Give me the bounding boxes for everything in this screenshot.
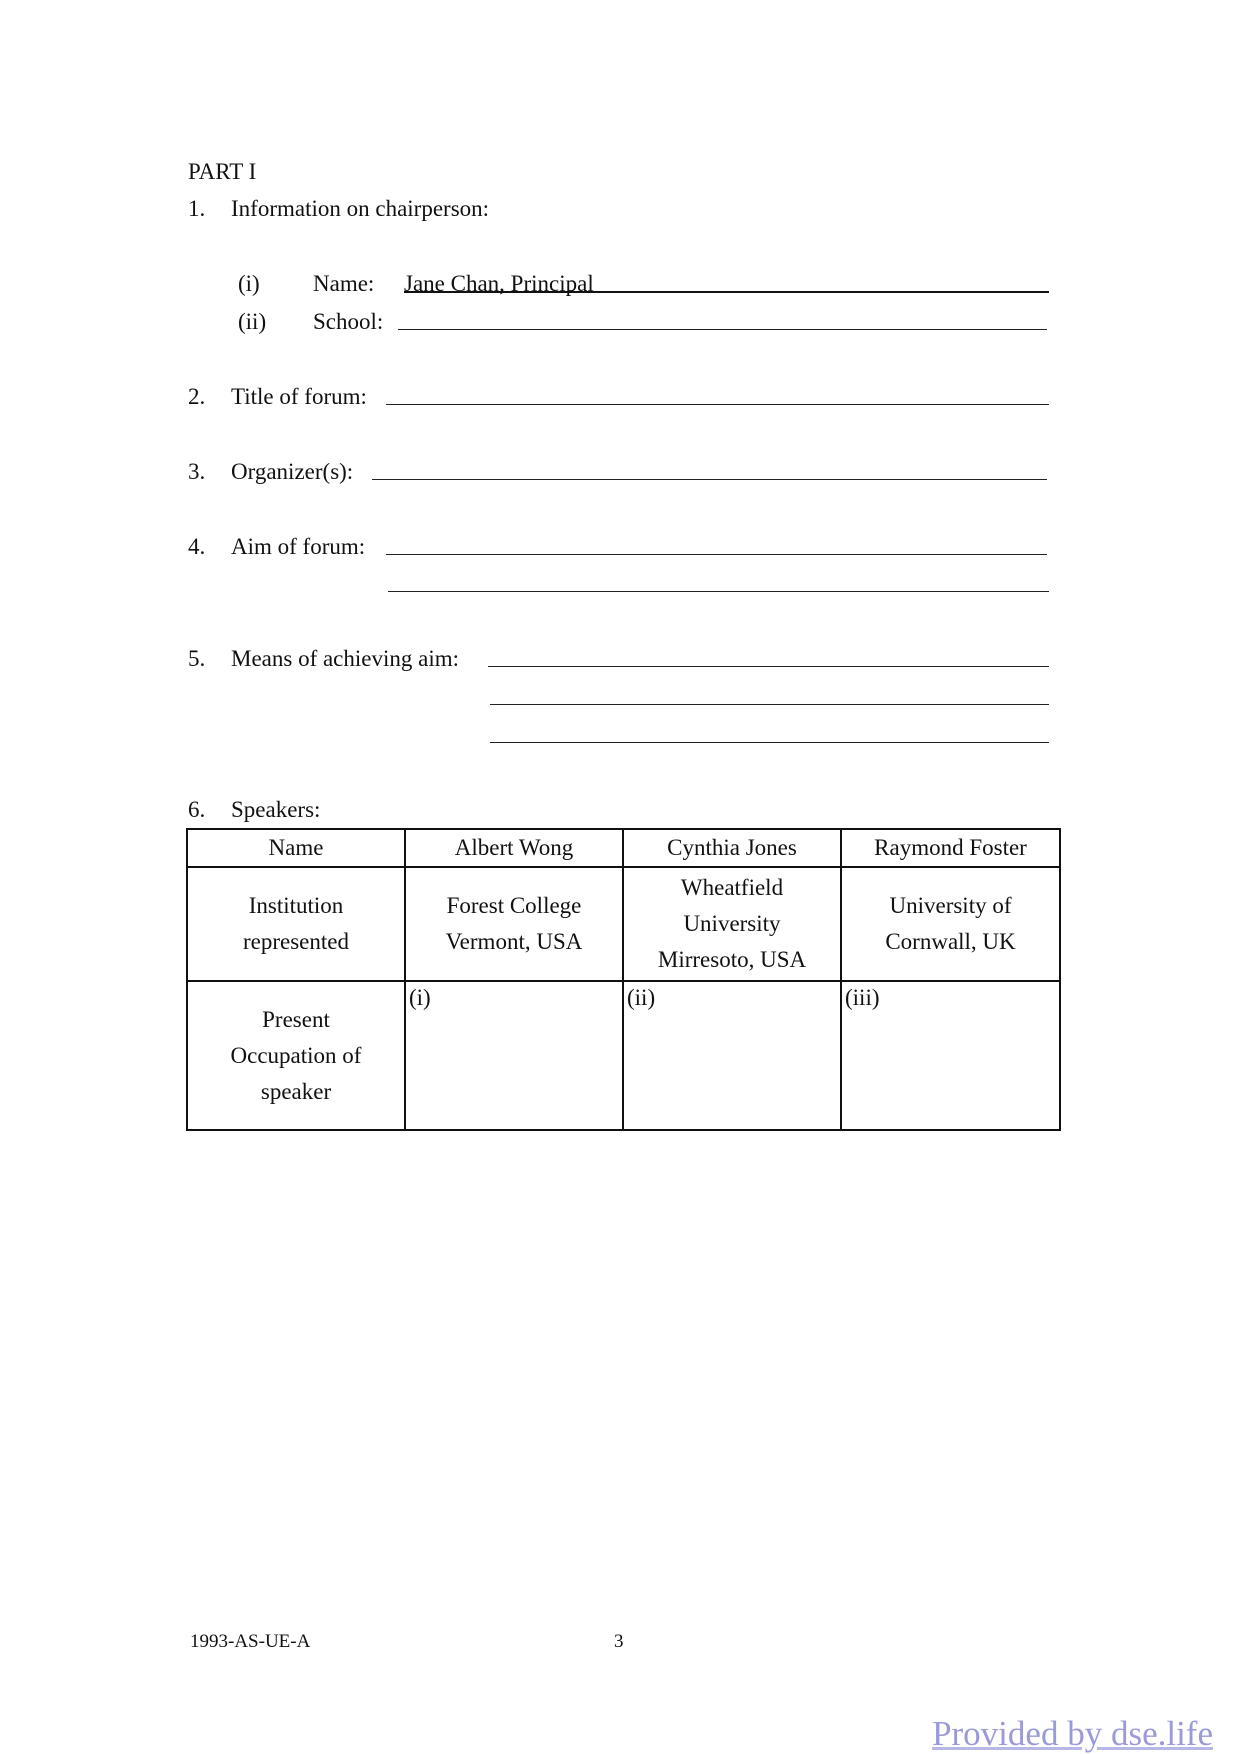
header-line: represented [243, 929, 349, 954]
table-row [187, 829, 1060, 867]
means-field-line-3[interactable] [490, 742, 1049, 743]
means-field-line-2[interactable] [490, 704, 1049, 705]
institution-line: University of [889, 893, 1012, 918]
answer-marker: (iii) [845, 985, 880, 1010]
chair-school-roman: (ii) [238, 309, 267, 334]
item-number-2: 2. [188, 384, 206, 409]
header-line: speaker [260, 1078, 332, 1104]
chair-name-underline [404, 291, 1049, 293]
item-label-5: Means of achieving aim: [231, 646, 460, 671]
speaker-institution-cell [623, 867, 841, 981]
chair-name-roman: (i) [238, 271, 260, 296]
item-label-6: Speakers: [231, 797, 321, 822]
institution-line: Forest College [446, 893, 582, 918]
item-number-5: 5. [188, 646, 206, 671]
institution-line: Mirresoto, USA [657, 947, 807, 972]
institution-line: Cornwall, UK [885, 929, 1016, 954]
watermark-link[interactable]: Provided by dse.life [932, 1714, 1213, 1753]
row-header-occupation [187, 981, 405, 1130]
aim-field-line-2[interactable] [388, 591, 1049, 592]
speaker-institution-cell [405, 867, 623, 981]
speakers-table [186, 828, 1061, 1131]
means-field-line-1[interactable] [488, 666, 1049, 667]
part-heading: PART I [188, 159, 257, 184]
answer-marker: (i) [409, 985, 431, 1010]
chair-name-value[interactable]: Jane Chan, Principal [404, 271, 594, 296]
item-label-3: Organizer(s): [231, 459, 354, 484]
chair-school-label: School: [313, 309, 384, 334]
table-row [187, 981, 1060, 1130]
answer-marker: (ii) [627, 985, 656, 1010]
chair-school-field[interactable] [398, 329, 1047, 330]
header-line: Present [262, 1006, 330, 1032]
row-header-name: Name [187, 829, 405, 867]
header-line: Institution [248, 893, 344, 918]
footer-code: 1993-AS-UE-A [190, 1631, 311, 1652]
speaker-name-cell: Albert Wong [405, 829, 623, 867]
item-number-3: 3. [188, 459, 206, 484]
title-of-forum-field[interactable] [386, 404, 1049, 405]
item-label-2: Title of forum: [231, 384, 367, 409]
aim-field-line-1[interactable] [386, 554, 1047, 555]
row-header-institution [187, 867, 405, 981]
speaker-name-cell: Raymond Foster [841, 829, 1060, 867]
item-label-1: Information on chairperson: [231, 196, 490, 221]
institution-line: Vermont, USA [445, 929, 583, 954]
item-number-1: 1. [188, 196, 206, 221]
occupation-answer-cell-1[interactable] [405, 981, 623, 1130]
speaker-institution-cell [841, 867, 1060, 981]
item-number-4: 4. [188, 534, 206, 559]
header-line: Occupation of [230, 1042, 362, 1068]
chair-name-label: Name: [313, 271, 375, 296]
institution-line: Wheatfield [680, 875, 784, 900]
organizers-field[interactable] [372, 479, 1047, 480]
item-label-4: Aim of forum: [231, 534, 366, 559]
occupation-answer-cell-2[interactable] [623, 981, 841, 1130]
footer-page-number: 3 [614, 1631, 624, 1652]
table-row [187, 867, 1060, 981]
institution-line: University [683, 911, 781, 936]
speaker-name-cell: Cynthia Jones [623, 829, 841, 867]
occupation-answer-cell-3[interactable] [841, 981, 1060, 1130]
item-number-6: 6. [188, 797, 206, 822]
